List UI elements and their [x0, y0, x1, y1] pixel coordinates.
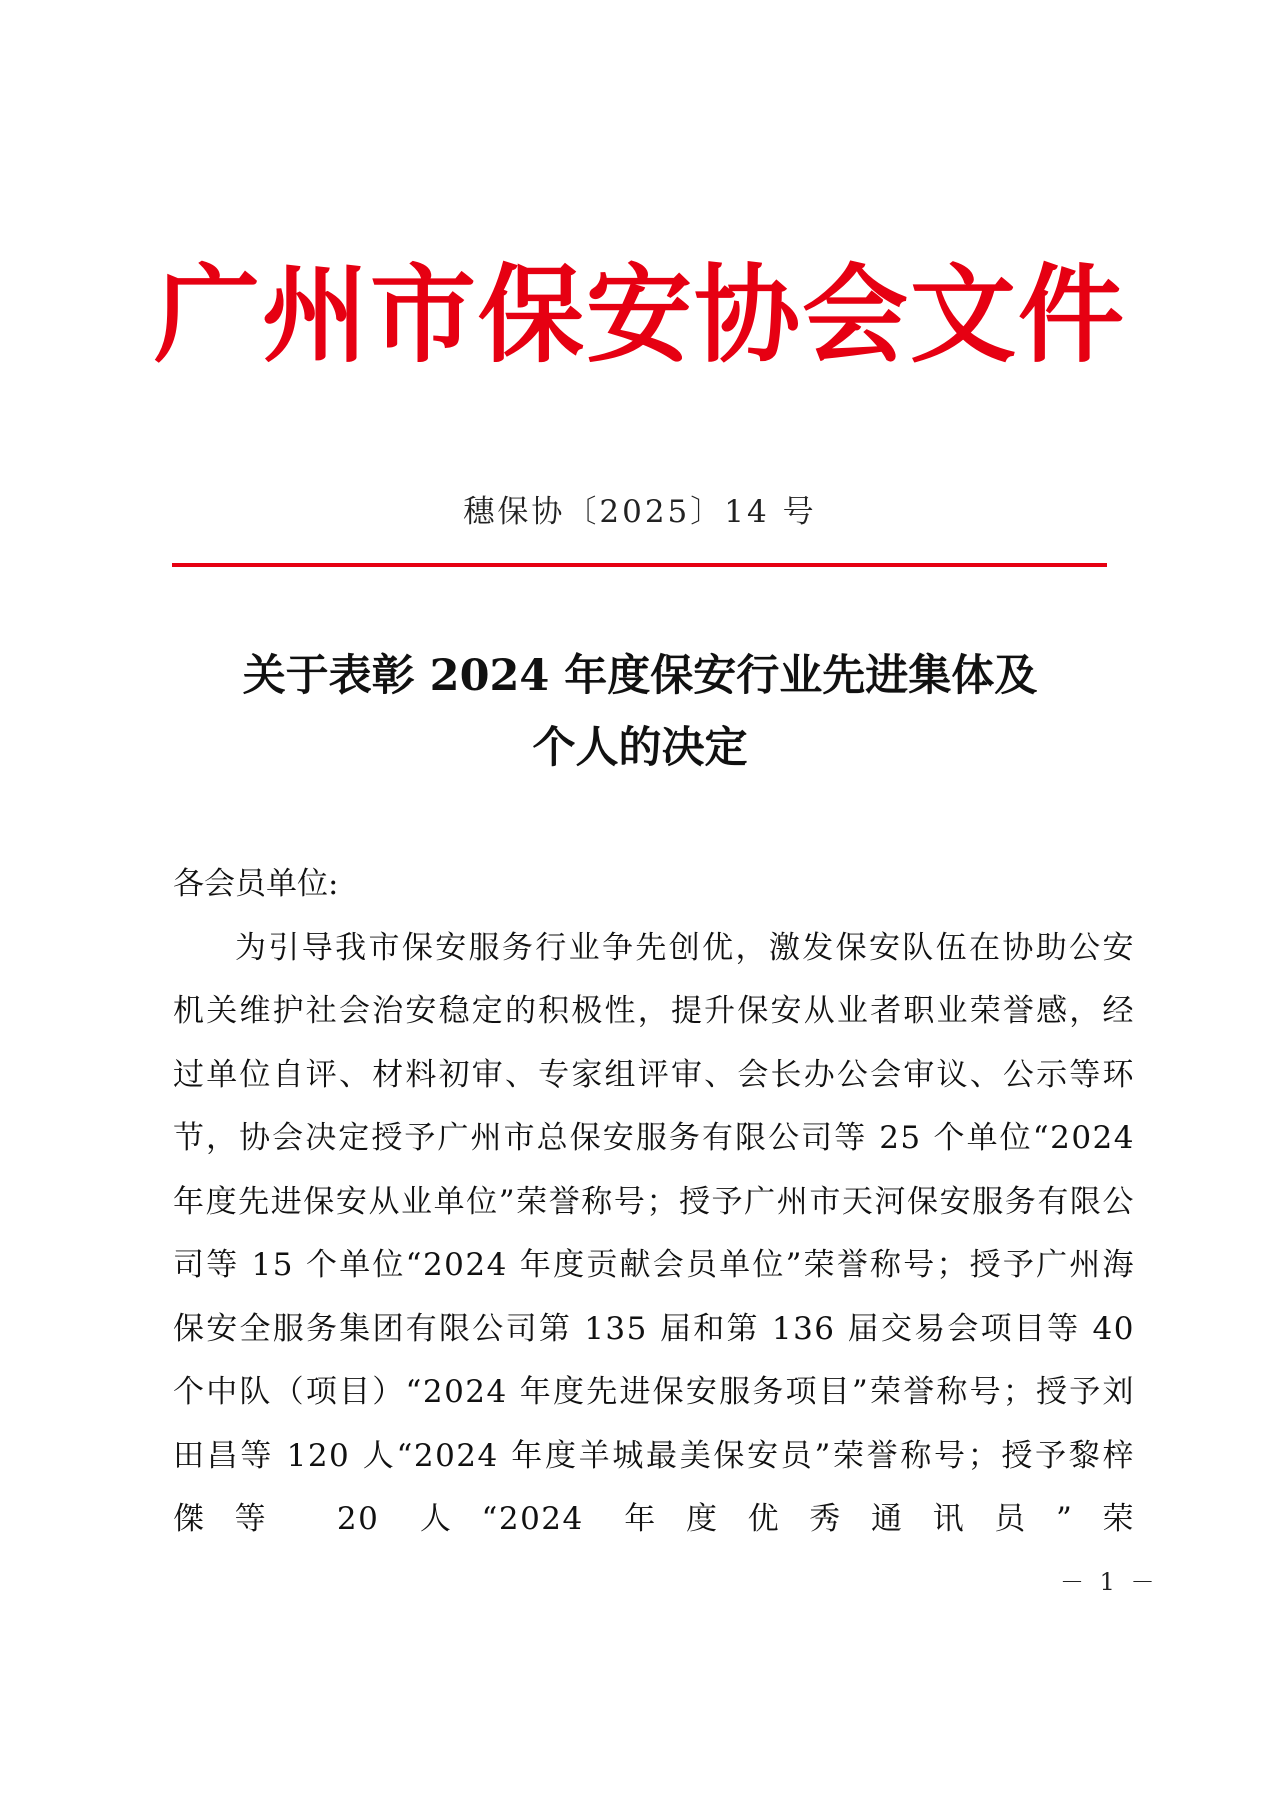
document-masthead: 广州市保安协会文件 — [154, 252, 1126, 377]
document-title — [0, 640, 1280, 784]
page-number: － 1 － — [1060, 1568, 1159, 1596]
body-paragraph: 为引导我市保安服务行业争先创优，激发保安队伍在协助公安机关维护社会治安稳定的积极性，提升保安从业者职业荣誉感，经过单位自评、材料初审、专家组评审、会长办公会审议、公示等环节，协会决定授予广州市总保安服务有限公司等 25 个单位“2024 年度先进保安从业单位”荣誉称号；授予广州市天河保安服务有限公司等 15 个单位“2024 年度贡献会员单位”荣誉称号；授予广州海保安全服务集团有限公司第 135 届和第 136 届交易会项目等 40 个中队（项目）“2024 年度先进保安服务项目”荣誉称号；授予刘田昌等 120 人“2024 年度羊城最美保安员”荣誉称号；授予黎梓傑等 20 人“2024 年度优秀通讯员”荣 — [173, 929, 1135, 1537]
document-number: 穗保协〔2025〕14 号 — [463, 494, 817, 530]
red-divider-line — [172, 563, 1107, 567]
document-title-line-1: 关于表彰 2024 年度保安行业先进集体及 — [242, 651, 1038, 701]
salutation: 各会员单位: — [173, 866, 339, 902]
document-title-line-2: 个人的决定 — [532, 723, 748, 773]
document-body — [173, 853, 1135, 1552]
